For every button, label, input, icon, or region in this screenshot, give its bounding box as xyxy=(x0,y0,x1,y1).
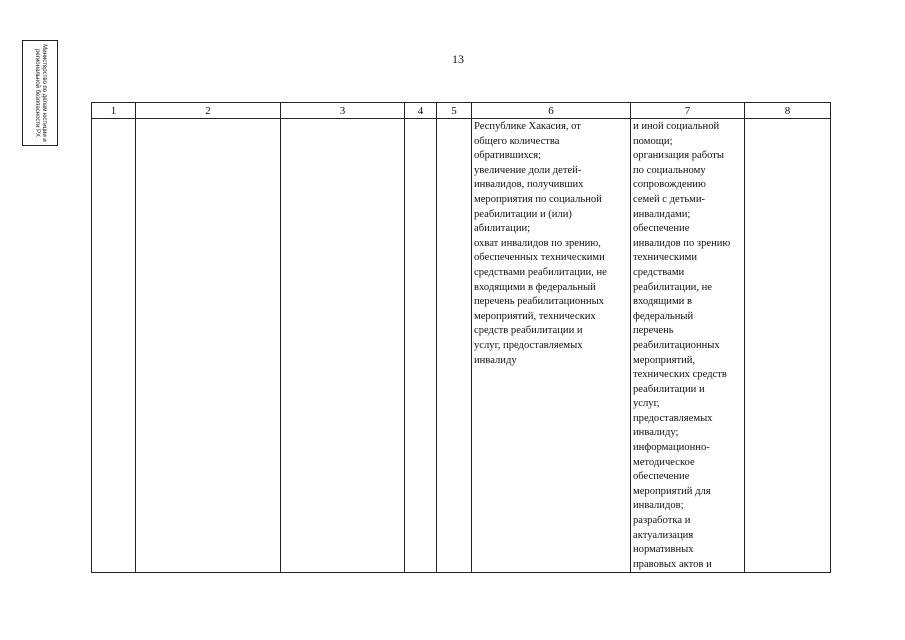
column-header-4: 4 xyxy=(405,103,437,119)
cell-col-5-text xyxy=(437,119,471,120)
registration-stamp xyxy=(22,40,58,146)
cell-col-7 xyxy=(631,119,745,573)
column-header-7: 7 xyxy=(631,103,745,119)
cell-col-1 xyxy=(92,119,136,573)
cell-col-4-text xyxy=(405,119,436,120)
cell-col-8-text xyxy=(745,119,830,120)
cell-col-4 xyxy=(405,119,437,573)
column-header-6: 6 xyxy=(472,103,631,119)
cell-col-3-text xyxy=(281,119,404,120)
cell-col-7-text: и иной социальной помощи; организация работы по социальному сопровождению семей с детьми- инвалидами; обеспечение инвалидов по зрению техническими средствами реабилитации, не входящими в федеральный перечень реабилитационных мероприятий, технических средств реабилитации и услуг, предоставляемых инвалиду; информационно- методическое обеспечение мероприятий для инвалидов; разработка и актуализация нормативных правовых актов и xyxy=(633,121,731,570)
cell-col-5 xyxy=(437,119,472,573)
cell-col-6-text: Республике Хакасия, от общего количества обратившихся; увеличение доли детей- инвалидов, получивших мероприятия по социальной реабилитации и (или) абилитации; охват инвалидов по зрению, обеспеченных техническими средствами реабилитации, не входящими в федеральный перечень реабилитационных мероприятий, технических средств реабилитации и услуг, предоставляемых инвалиду xyxy=(474,121,607,366)
page-number: 13 xyxy=(452,52,464,66)
column-header-8: 8 xyxy=(745,103,831,119)
header-row xyxy=(92,103,831,119)
cell-col-2 xyxy=(136,119,281,573)
column-header-3: 3 xyxy=(281,103,405,119)
column-header-5: 5 xyxy=(437,103,472,119)
cell-col-3 xyxy=(281,119,405,573)
cell-col-8 xyxy=(745,119,831,573)
cell-col-6 xyxy=(472,119,631,573)
table-row xyxy=(92,119,831,573)
stamp-text: Министерство по делам юстиции и региональной безопасности РХ xyxy=(34,44,47,142)
column-header-2: 2 xyxy=(136,103,281,119)
cell-col-2-text xyxy=(136,119,280,120)
column-header-1: 1 xyxy=(92,103,136,119)
document-table xyxy=(91,102,831,573)
cell-col-1-text xyxy=(92,119,135,120)
